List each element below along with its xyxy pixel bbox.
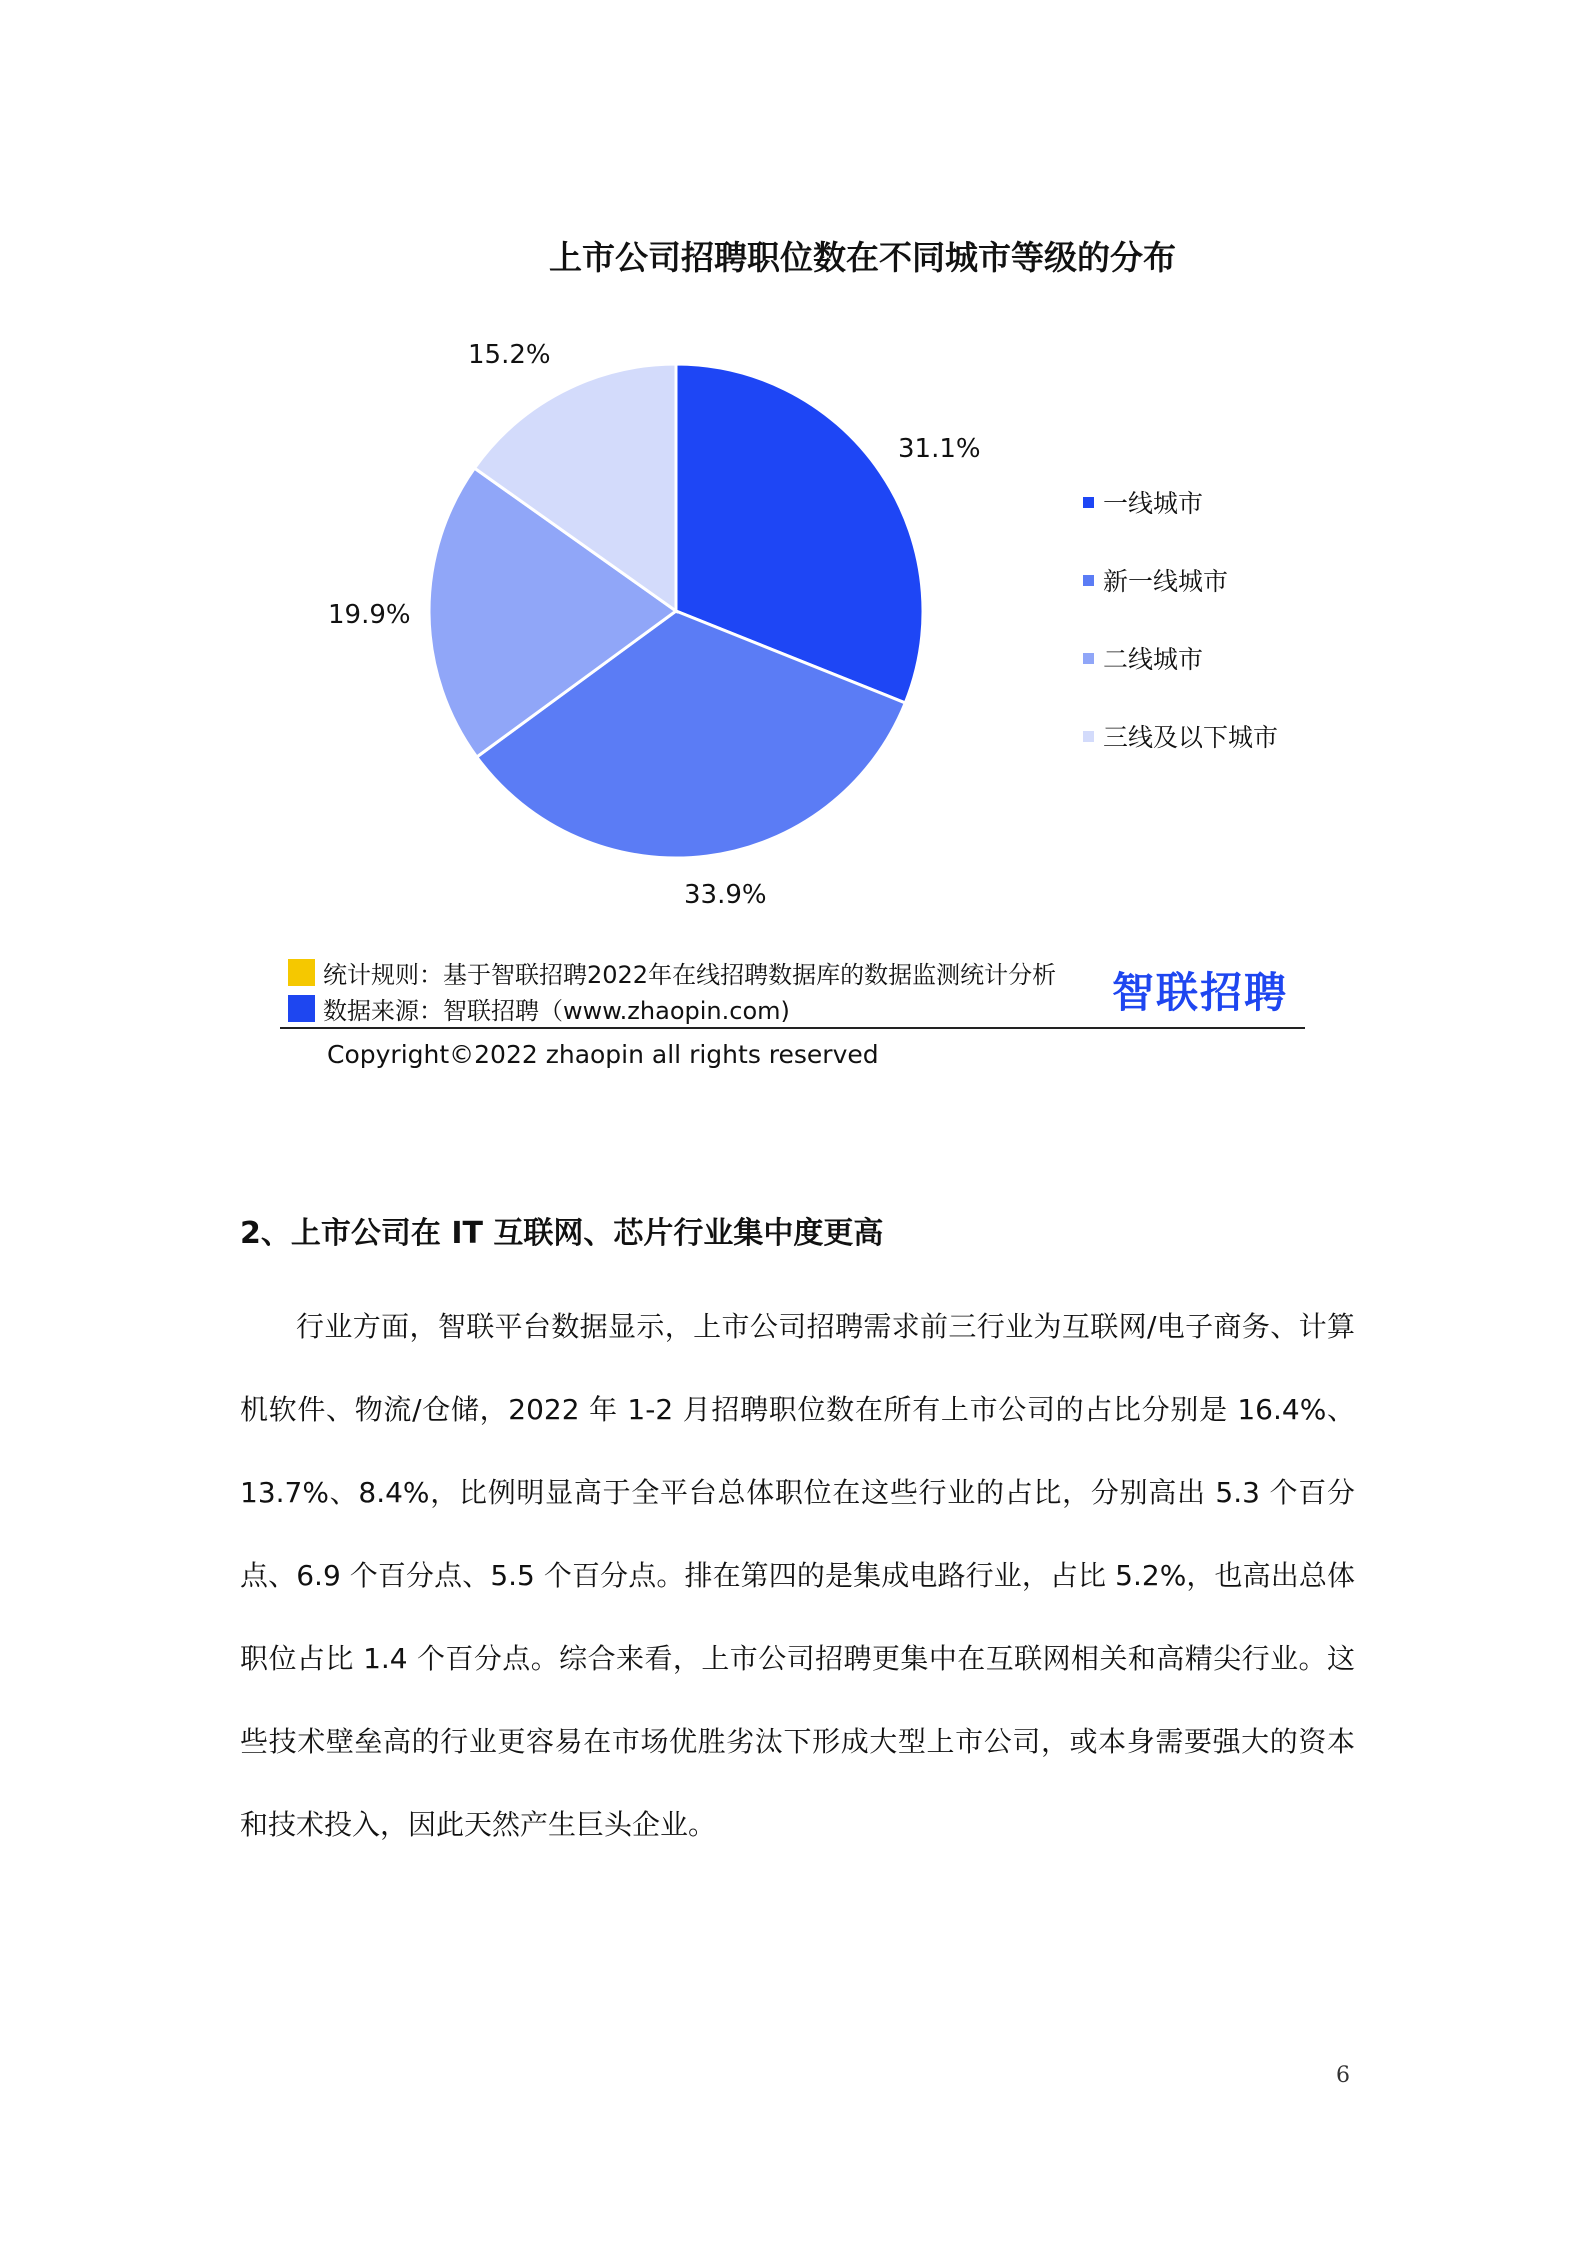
legend-swatch-tier1 [1083, 497, 1094, 508]
legend-swatch-tier2 [1083, 653, 1094, 664]
divider-line [280, 1027, 1305, 1029]
legend-swatch-tier3-below [1083, 731, 1094, 742]
zhaopin-logo: 智联招聘 [1112, 968, 1289, 1017]
body-paragraph: 行业方面，智联平台数据显示，上市公司招聘需求前三行业为互联网/电子商务、计算机软件、物流/仓储，2022 年 1-2 月招聘职位数在所有上市公司的占比分别是 16.4%、13.7%、8.4%，比例明显高于全平台总体职位在这些行业的占比，分别高出 5.3 个百分点、6.9 个百分点、5.5 个百分点。排在第四的是集成电路行业，占比 5.2%，也高出总体职位占比 1.4 个百分点。综合来看，上市公司招聘更集中在互联网相关和高精尖行业。这些技术壁垒高的行业更容易在市场优胜劣汰下形成大型上市公司，或本身需要强大的资本和技术投入，因此天然产生巨头企业。 [240, 1310, 1355, 1841]
stat-rule-text: 统计规则：基于智联招聘2022年在线招聘数据库的数据监测统计分析 [323, 961, 1057, 989]
legend-label-new-tier1: 新一线城市 [1103, 567, 1229, 596]
legend-item-tier1 [1083, 484, 1203, 520]
pie-chart [0, 0, 1585, 960]
value-label-tier3-below: 15.2% [468, 340, 551, 370]
legend-label-tier3-below: 三线及以下城市 [1103, 723, 1279, 752]
section-heading: 2、上市公司在 IT 互联网、芯片行业集中度更高 [240, 1216, 884, 1251]
copyright-text: Copyright©2022 zhaopin all rights reserved [327, 1040, 879, 1069]
legend-item-tier3-below [1083, 718, 1278, 754]
data-source-note [288, 991, 790, 1026]
stat-rule-swatch [288, 959, 315, 986]
data-source-text: 数据来源：智联招聘（www.zhaopin.com) [323, 997, 790, 1025]
legend-item-new-tier1 [1083, 562, 1228, 598]
value-label-new-tier1: 33.9% [684, 880, 767, 910]
legend-label-tier1: 一线城市 [1103, 489, 1204, 518]
data-source-swatch [288, 995, 315, 1022]
stat-rule-note [288, 955, 1056, 990]
legend-label-tier2: 二线城市 [1103, 645, 1204, 674]
chart-title: 上市公司招聘职位数在不同城市等级的分布 [549, 238, 1176, 277]
value-label-tier2: 19.9% [328, 600, 411, 630]
page-number: 6 [1336, 2063, 1350, 2088]
legend-item-tier2 [1083, 640, 1203, 676]
value-label-tier1: 31.1% [898, 434, 981, 464]
legend-swatch-new-tier1 [1083, 575, 1094, 586]
